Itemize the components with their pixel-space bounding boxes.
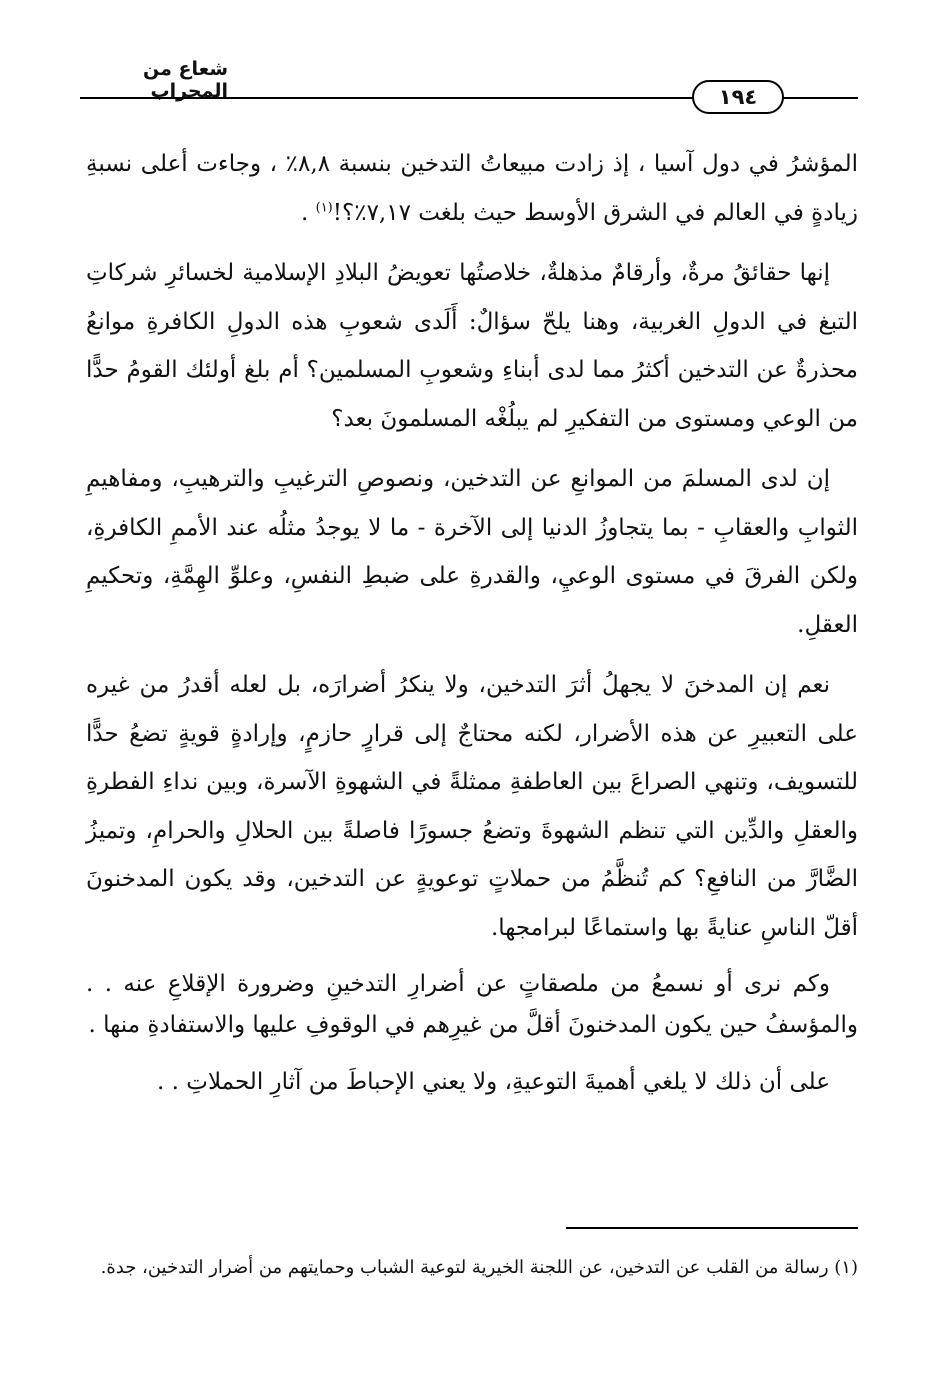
paragraph-1-text: المؤشرُ في دول آسيا ، إذ زادت مبيعاتُ التدخين بنسبة ٨,٨٪ ، وجاءت أعلى نسبةِ زيادةٍ في العالم في الشرق الأوسط حيث بلغت ٧,١٧٪؟!: [86, 151, 858, 226]
paragraph-4: نعم إن المدخنَ لا يجهلُ أثرَ التدخين، ولا ينكرُ أضرارَه، بل لعله أقدرُ من غيره على التعبيرِ عن هذه الأضرار، لكنه محتاجٌ إلى قرارٍ حازمٍ، وإرادةٍ قويةٍ تضعُ حدًّا للتسويف، وتنهي الصراعَ بين العاطفةِ ممثلةً في الشهوةِ الآسرة، وبين نداءِ الفطرةِ والعقلِ والدِّين التي تنظم الشهوةَ وتضعُ جسورًا فاصلةً بين الحلالِ والحرامِ، وتميزُ الضَّارَّ من النافعِ؟ كم تُنظَّمُ من حملاتٍ توعويةٍ عن التدخين، وقد يكون المدخنونَ أقلّ الناسِ عنايةً بها واستماعًا لبرامجها.: [86, 672, 858, 941]
running-header-title: شعاع من المحراب: [143, 58, 228, 102]
paragraph-1: المؤشرُ في دول آسيا ، إذ زادت مبيعاتُ التدخين بنسبة ٨,٨٪ ، وجاءت أعلى نسبةِ زيادةٍ في العالم في الشرق الأوسط حيث بلغت ٧,١٧٪؟!$^{(١)}$ .: [86, 151, 858, 226]
paragraph-6: على أن ذلك لا يلغي أهميةَ التوعيةِ، ولا يعني الإحباطَ من آثارِ الحملاتِ . .: [157, 1069, 830, 1095]
page-number-badge: ١٩٤: [692, 80, 784, 114]
footnote-reference: (١): [315, 199, 333, 215]
footnote-rule: [566, 1227, 858, 1229]
paragraph-2: إنها حقائقُ مرةٌ، وأرقامٌ مذهلةٌ، خلاصتُها تعويضُ البلادِ الإسلامية لخسائرِ شركاتِ التبغ في الدولِ الغربية، وهنا يلحّ سؤالٌ: أَلَدى شعوبِ هذه الدولِ الكافرةِ موانعُ محذرةٌ عن التدخين أكثرُ مما لدى أبناءِ وشعوبِ المسلمين؟ أم بلغ أولئك القومُ حدًّا من الوعي ومستوى من التفكيرِ لم يبلُغْه المسلمونَ بعد؟: [86, 260, 858, 432]
paragraph-5: وكم نرى أو نسمعُ من ملصقاتٍ عن أضرارِ التدخينِ وضرورة الإقلاعِ عنه . . والمؤسفُ حين يكون المدخنونَ أقلَّ من غيرِهم في الوقوفِ عليها والاستفادةِ منها .: [86, 971, 858, 1038]
footnote: (١) رسالة من القلب عن التدخين، عن اللجنة الخيرية لتوعية الشباب وحمايتهم من أضرار التدخين، جدة.: [100, 1257, 858, 1278]
paragraph-3: إن لدى المسلمَ من الموانعِ عن التدخين، ونصوصِ الترغيبِ والترهيبِ، ومفاهيمِ الثوابِ والعقابِ - بما يتجاوزُ الدنيا إلى الآخرة - ما لا يوجدُ مثلُه عند الأممِ الكافرةِ، ولكن الفرقَ في مستوى الوعيِ، والقدرةِ على ضبطِ النفسِ، وعلوِّ الهِمَّةِ، وتحكيمِ العقلِ.: [86, 466, 858, 638]
body-text: [86, 140, 858, 1119]
